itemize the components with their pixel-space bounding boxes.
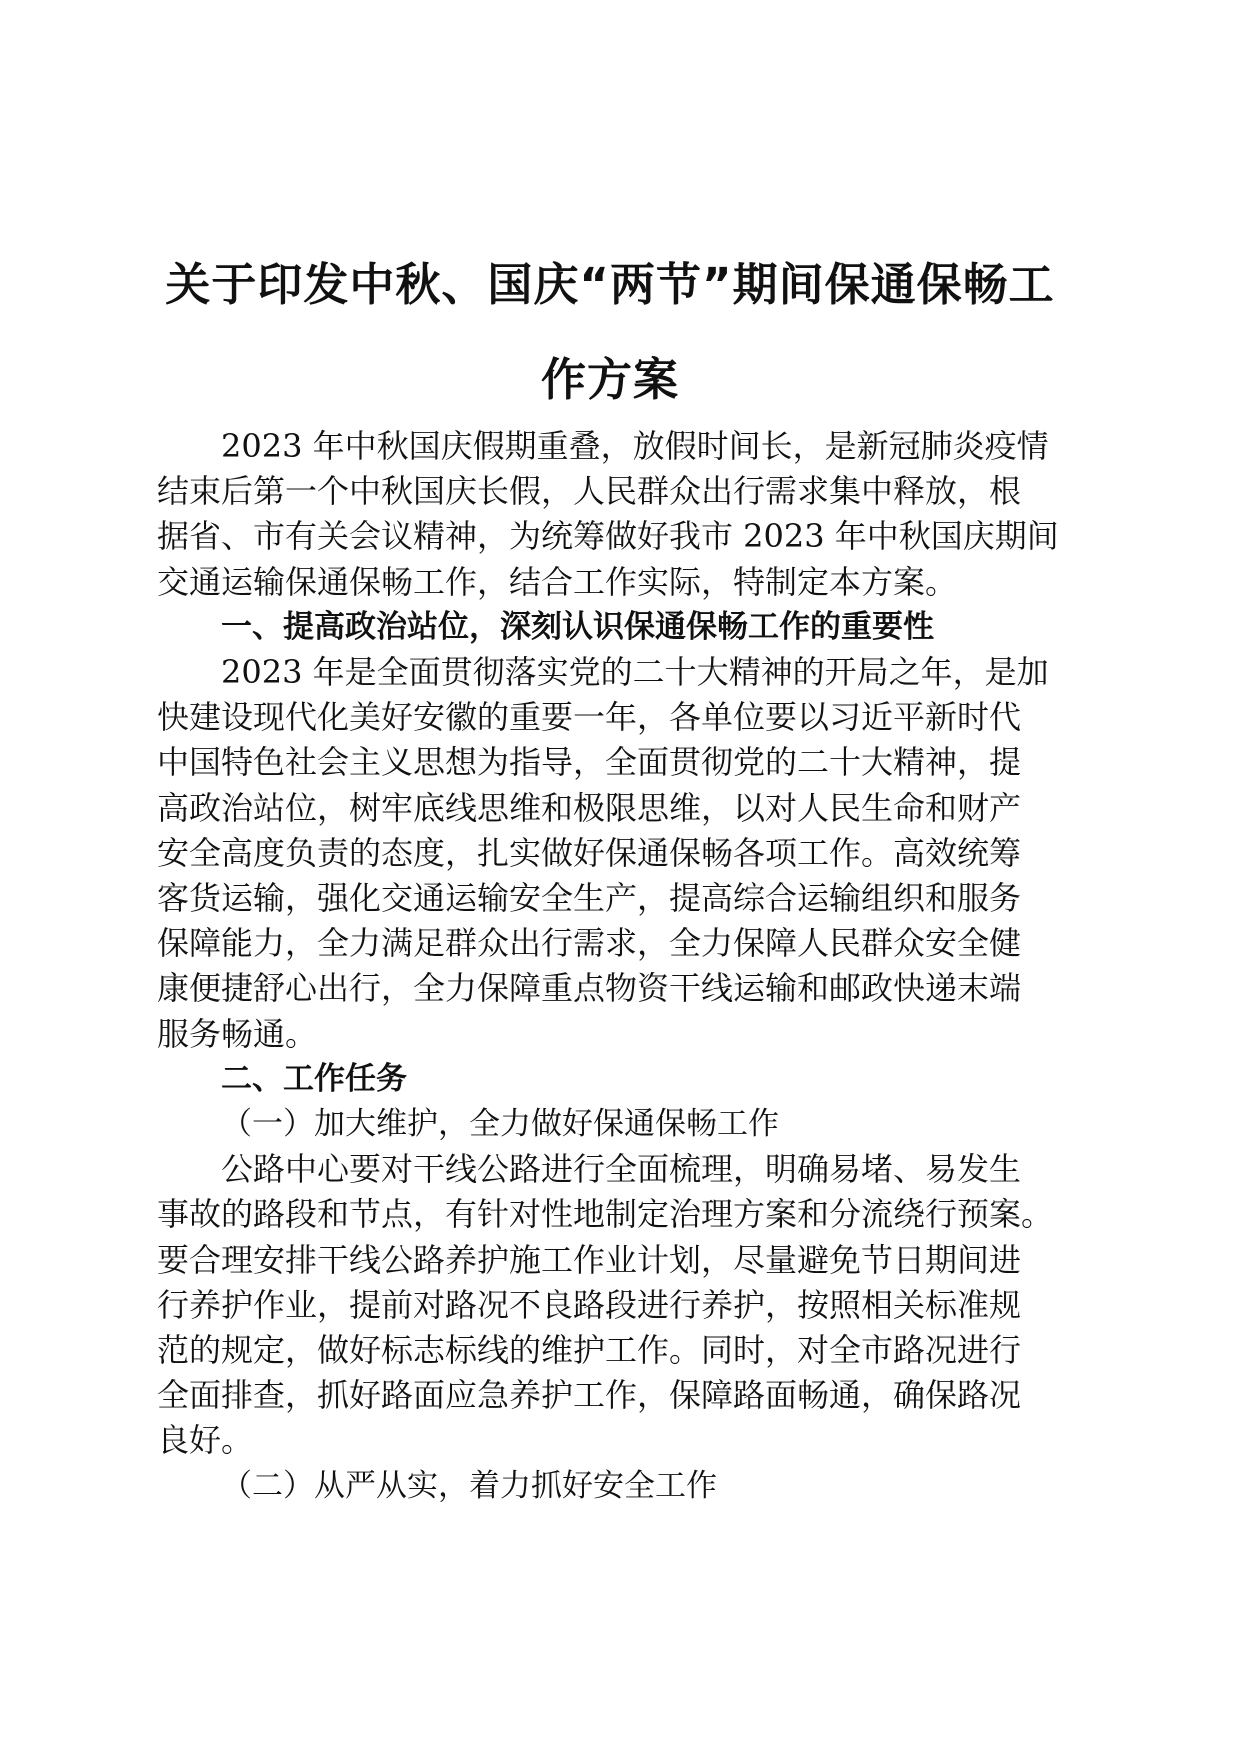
paragraph-line: 事故的路段和节点，有针对性地制定治理方案和分流绕行预案。 <box>157 1195 1054 1233</box>
subsection-heading: （二）从严从实，着力抓好安全工作 <box>221 1468 717 1504</box>
paragraph-line: 交通运输保通保畅工作，结合工作实际，特制定本方案。 <box>157 563 958 601</box>
paragraph-line: 2023 年是全面贯彻落实党的二十大精神的开局之年，是加 <box>221 653 1049 691</box>
document-title-line-1: 关于印发中秋、国庆“两节”期间保通保畅工 <box>165 258 1055 311</box>
document-title-line-2: 作方案 <box>540 353 679 406</box>
paragraph-line: 保障能力，全力满足群众出行需求，全力保障人民群众安全健 <box>157 924 1022 962</box>
paragraph-line: 客货运输，强化交通运输安全生产，提高综合运输组织和服务 <box>157 879 1022 917</box>
paragraph-line: 据省、市有关会议精神，为统筹做好我市 2023 年中秋国庆期间 <box>157 517 1059 555</box>
paragraph-line: 快建设现代化美好安徽的重要一年，各单位要以习近平新时代 <box>157 698 1022 736</box>
paragraph-line: 高政治站位，树牢底线思维和极限思维，以对人民生命和财产 <box>157 789 1022 827</box>
paragraph-line: 结束后第一个中秋国庆长假，人民群众出行需求集中释放，根 <box>157 472 1022 510</box>
paragraph-line: 良好。 <box>157 1421 254 1459</box>
paragraph-line: 安全高度负责的态度，扎实做好保通保畅各项工作。高效统筹 <box>157 834 1022 872</box>
section-heading: 二、工作任务 <box>221 1061 407 1097</box>
paragraph-line: 要合理安排干线公路养护施工作业计划，尽量避免节日期间进 <box>157 1241 1022 1279</box>
paragraph-line: 公路中心要对干线公路进行全面梳理，明确易堵、易发生 <box>221 1150 1022 1188</box>
section-heading: 一、提高政治站位，深刻认识保通保畅工作的重要性 <box>221 609 934 645</box>
paragraph-line: 2023 年中秋国庆假期重叠，放假时间长，是新冠肺炎疫情 <box>221 427 1049 465</box>
paragraph-line: 行养护作业，提前对路况不良路段进行养护，按照相关标准规 <box>157 1286 1022 1324</box>
paragraph-line: 服务畅通。 <box>157 1015 318 1053</box>
paragraph-line: 全面排查，抓好路面应急养护工作，保障路面畅通，确保路况 <box>157 1376 1022 1414</box>
paragraph-line: 范的规定，做好标志标线的维护工作。同时，对全市路况进行 <box>157 1331 1022 1369</box>
subsection-heading: （一）加大维护，全力做好保通保畅工作 <box>221 1106 779 1142</box>
paragraph-line: 康便捷舒心出行，全力保障重点物资干线运输和邮政快递末端 <box>157 969 1022 1007</box>
paragraph-line: 中国特色社会主义思想为指导，全面贯彻党的二十大精神，提 <box>157 743 1022 781</box>
